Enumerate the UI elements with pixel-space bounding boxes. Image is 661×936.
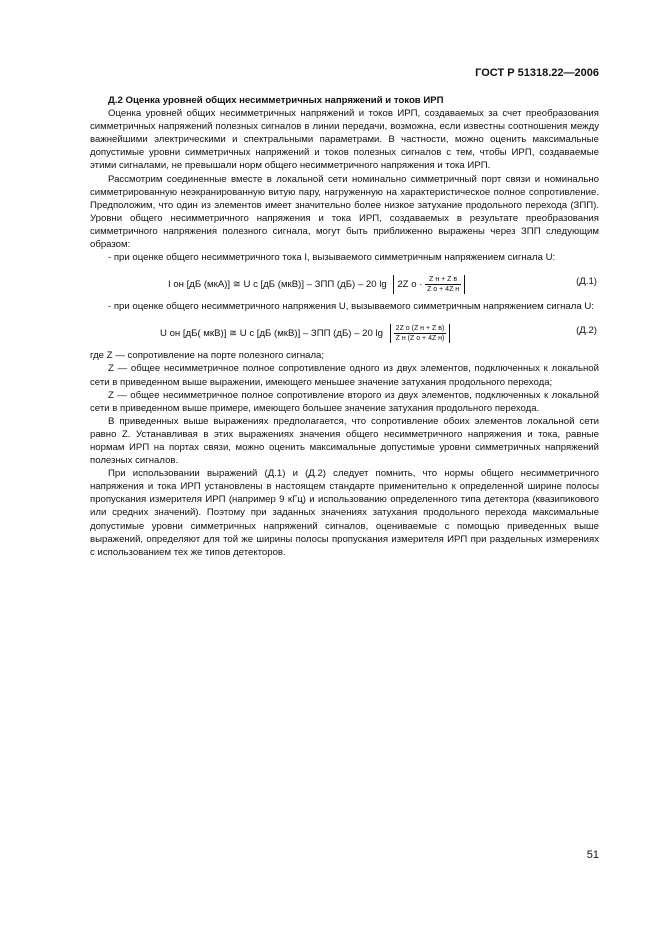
document-code: ГОСТ Р 51318.22—2006 xyxy=(475,67,599,79)
formula-d2-numerator: 2Z о (Z н + Z в) xyxy=(394,324,447,334)
paragraph-1: Оценка уровней общих несимметричных напряжений и токов ИРП, создаваемых за счет преобразования симметричных напряжений полезных сигналов в линии передачи, возможна, если известны соотношения между важнейшими электрическими и спектральными параметрами. В частности, можно оценить максимальные допустимые уровни симметричных напряжений и токов полезных сигналов с тем, чтобы ИРП, создаваемые этими сигналами, не превышали норм общего несимметричного напряжения и тока ИРП. xyxy=(90,108,599,172)
formula-d1-denominator: Z о + 4Z н xyxy=(427,286,460,294)
formula-d1-fraction xyxy=(425,275,461,294)
paragraph-2: Рассмотрим соединенные вместе в локальной сети номинально симметричный порт связи и номинально симметрированную неэкранированную витую пару, нагруженную на характеристическое полное сопротивление. Предположим, что один из элементов имеет значительно более низкое затухание продольного перехода (ЗПП). Уровни общего несимметричного напряжения и тока ИРП, создаваемых в результате преобразования симметричного напряжения полезного сигнала, могут быть приближенно выражены через ЗПП следующим образом: xyxy=(90,173,599,251)
definition-z0: где Z — сопротивление на порте полезного сигнала; xyxy=(90,350,325,362)
formula-d2-lhs: U он [дБ( мкВ)] ≅ U с [дБ (мкВ)] – ЗПП (дБ) – 20 lg xyxy=(160,328,383,340)
formula-d2-fraction xyxy=(394,324,447,343)
formula-d2 xyxy=(90,316,599,346)
formula-d1-numerator: Z н + Z в xyxy=(425,275,461,285)
definition-zv: Z — общее несимметричное полное сопротивление второго из двух элементов, подключенных к локальной сети в приведенном выше примере, имеющего большее значение затухания продольного перехода. xyxy=(90,389,599,414)
paragraph-5: В приведенных выше выражениях предполагается, что сопротивление обоих элементов локальной сети равно Z. Устанавливая в этих выражениях значения общего несимметричного напряжения и тока, равные нормам ИРП на портах связи, можно оценить максимальные допустимые уровни симметричных напряжений полезных сигналов. xyxy=(90,415,599,467)
definition-zn: Z — общее несимметричное полное сопротивление одного из двух элементов, подключенных к локальной сети в приведенном выше выражении, имеющего меньшее значение затухания продольного перехода; xyxy=(90,363,599,388)
formula-d2-label: (Д.2) xyxy=(576,325,597,337)
formula-d1-lhs: I он [дБ (мкА)] ≅ U с [дБ (мкВ)] – ЗПП (дБ) – 20 lg xyxy=(168,279,387,291)
section-title: Д.2 Оценка уровней общих несимметричных напряжений и токов ИРП xyxy=(108,95,444,106)
formula-d1-factor: 2Z о · xyxy=(397,279,423,291)
formula-d1-abs xyxy=(393,275,465,294)
document-body xyxy=(90,94,599,559)
formula-d2-denominator: Z н (Z о + 4Z н) xyxy=(395,335,445,343)
formula-d1-label: (Д.1) xyxy=(576,276,597,288)
formula-d2-abs xyxy=(390,324,451,343)
formula-d1 xyxy=(90,267,599,297)
paragraph-4: - при оценке общего несимметричного напряжения U, вызываемого симметричным напряжением сигнала U: xyxy=(108,301,594,313)
page-number: 51 xyxy=(586,849,599,861)
paragraph-3: - при оценке общего несимметричного тока I, вызываемого симметричным напряжением сигнала U: xyxy=(108,252,556,264)
paragraph-6: При использовании выражений (Д.1) и (Д.2) следует помнить, что нормы общего несимметричного напряжения и тока ИРП установлены в настоящем стандарте применительно к определенной ширине полосы пропускания измерителя ИРП (например 9 кГц) и использованию определенного типа детектора (квазипикового или средних значений). Поэтому при заданных значениях затухания продольного перехода максимальные допустимые уровни симметричных напряжений сигналов, оцениваемые с помощью приведенных выше выражений, определяют для той же ширины полосы пропускания измерителя ИРП при раздельных измерениях с использованием тех же типов детекторов. xyxy=(90,468,599,558)
